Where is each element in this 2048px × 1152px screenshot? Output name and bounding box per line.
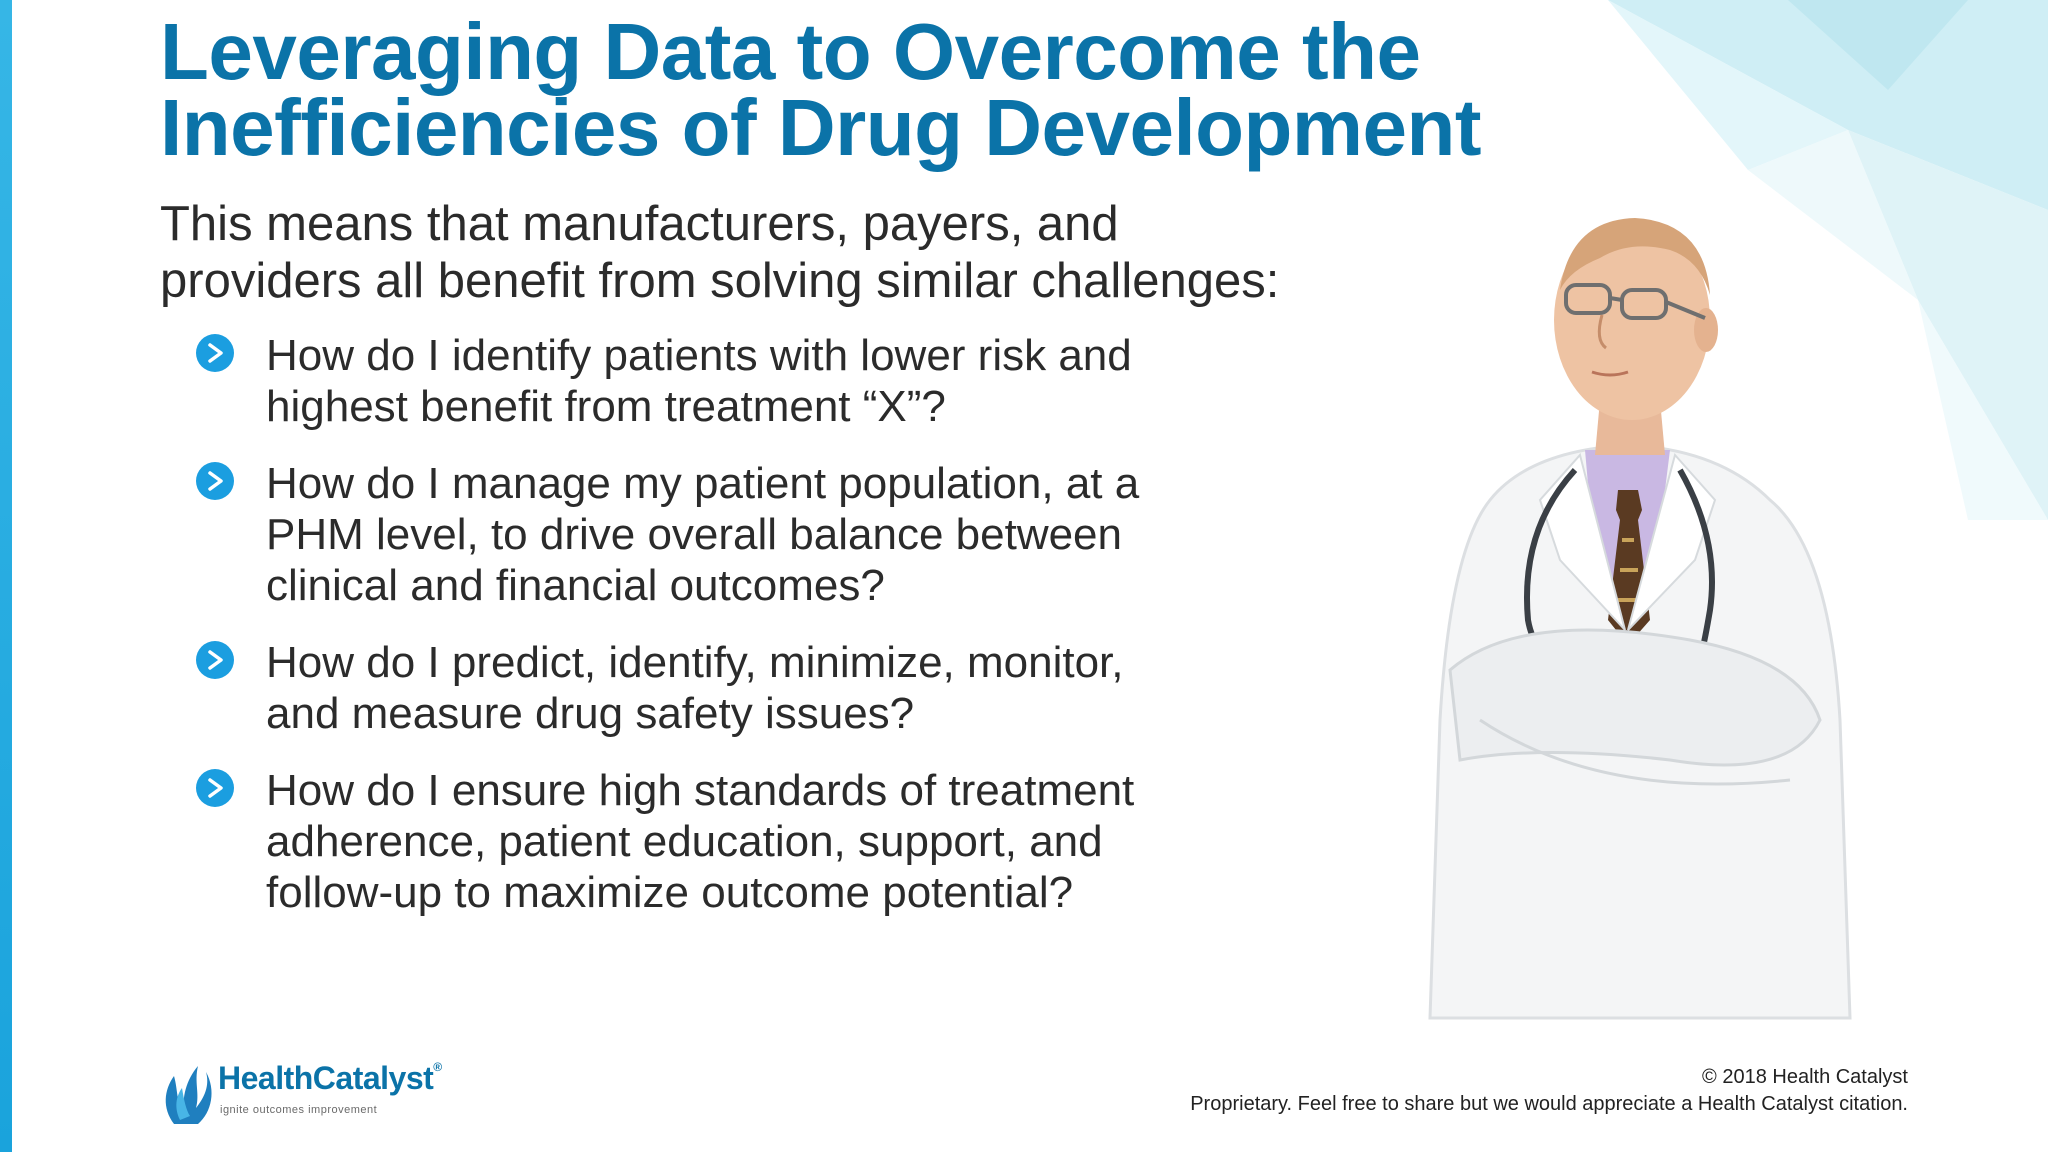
footer	[1190, 1064, 1908, 1118]
title-line: Inefficiencies of Drug Development	[160, 83, 1482, 172]
bullet-item	[196, 765, 1256, 918]
left-accent-stripe	[0, 0, 12, 1152]
bullet-line: and measure drug safety issues?	[266, 689, 915, 738]
logo-tagline: ignite outcomes improvement	[220, 1104, 378, 1116]
chevron-right-circle-icon	[196, 334, 234, 372]
bullet-line: adherence, patient education, support, and	[266, 817, 1103, 866]
logo-name-text: HealthCatalyst	[218, 1060, 434, 1096]
bullet-text	[266, 330, 1256, 432]
bullet-text	[266, 637, 1256, 739]
bullet-list	[196, 330, 1256, 944]
intro-line: This means that manufacturers, payers, and	[160, 197, 1119, 251]
bullet-text	[266, 765, 1256, 918]
bullet-line: How do I ensure high standards of treatment	[266, 766, 1135, 815]
bullet-line: PHM level, to drive overall balance between	[266, 510, 1123, 559]
bullet-line: follow-up to maximize outcome potential?	[266, 868, 1074, 917]
bullet-item	[196, 330, 1256, 432]
slide-title	[160, 7, 1620, 172]
bullet-line: highest benefit from treatment “X”?	[266, 382, 946, 431]
registered-mark: ®	[433, 1060, 442, 1074]
bullet-text	[266, 458, 1256, 611]
bullet-item	[196, 458, 1256, 611]
doctor-photo	[1370, 200, 1870, 1020]
logo-name	[218, 1060, 442, 1097]
bullet-line: How do I manage my patient population, at a	[266, 459, 1140, 508]
intro-line: providers all benefit from solving similar challenges:	[160, 254, 1280, 308]
chevron-right-circle-icon	[196, 641, 234, 679]
health-catalyst-logo	[160, 1050, 480, 1130]
bullet-line: clinical and financial outcomes?	[266, 561, 885, 610]
bullet-item	[196, 637, 1256, 739]
bullet-line: How do I predict, identify, minimize, monitor,	[266, 638, 1124, 687]
bullet-line: How do I identify patients with lower risk and	[266, 331, 1132, 380]
chevron-right-circle-icon	[196, 769, 234, 807]
copyright-text: © 2018 Health Catalyst	[1702, 1066, 1908, 1088]
intro-text	[160, 196, 1400, 310]
title-line: Leveraging Data to Overcome the	[160, 7, 1421, 96]
chevron-right-circle-icon	[196, 462, 234, 500]
flame-logo-icon	[160, 1050, 216, 1126]
citation-notice: Proprietary. Feel free to share but we would appreciate a Health Catalyst citation.	[1190, 1093, 1908, 1115]
